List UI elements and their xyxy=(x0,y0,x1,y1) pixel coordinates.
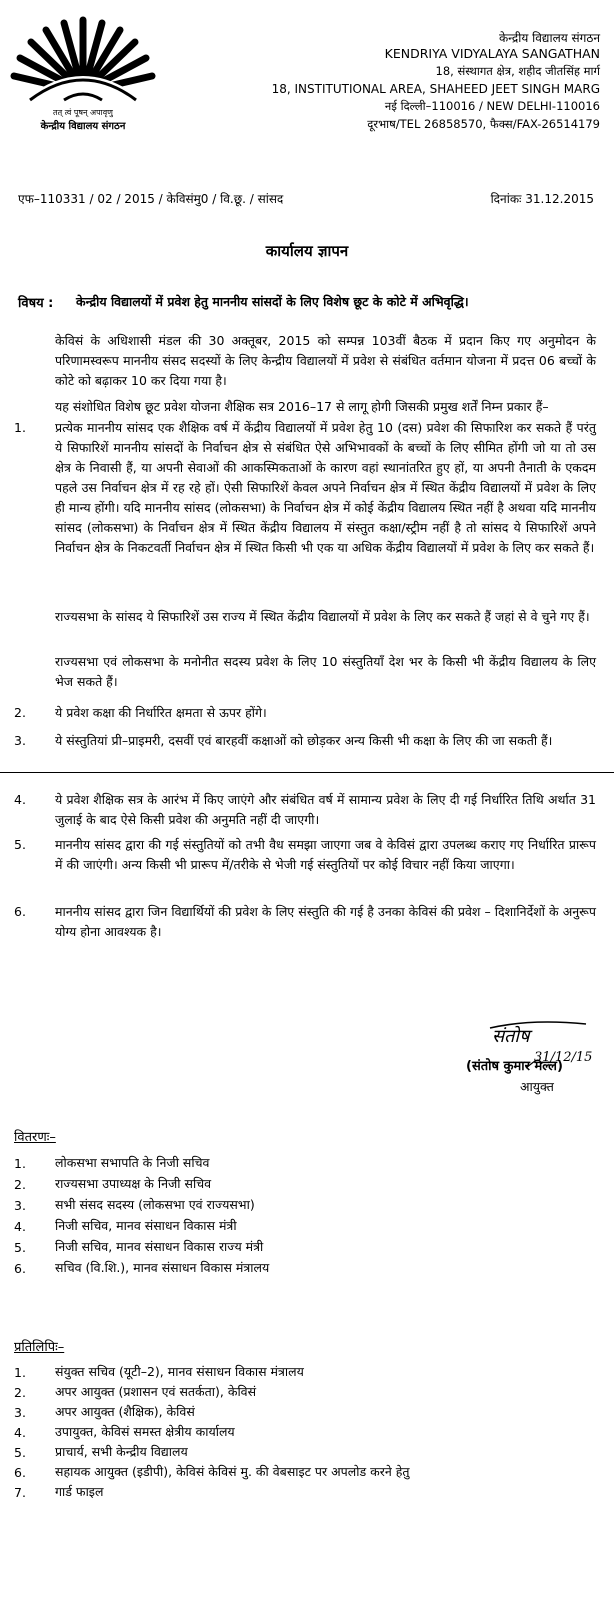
list-item-number: 2. xyxy=(14,1385,26,1400)
signatory-name: (संतोष कुमार मल्ल) xyxy=(466,1059,563,1074)
condition-text: माननीय सांसद द्वारा की गई संस्तुतियों को तभी वैध समझा जाएगा जब वे केविसं द्वारा उपलब्ध कराए गए निर्धारित प्रारूप में की जाएंगी। अन्य किसी भी प्रारूप में/तरीके से भेजी गई संस्तुतियों पर कोई विचार नहीं किया जाएगा। xyxy=(55,837,596,872)
list-item-text: राज्यसभा उपाध्यक्ष के निजी सचिव xyxy=(55,1176,212,1191)
condition-text: माननीय सांसद द्वारा जिन विद्यार्थियों की प्रवेश के लिए संस्तुति की गई है उनका केविसं की प्रवेश – दिशानिर्देशों के अनुरूप योग्य होना आवश्यक है। xyxy=(55,904,596,939)
signatory-designation: आयुक्त xyxy=(520,1079,554,1094)
condition-text: ये संस्तुतियां प्री–प्राइमरी, दसवीं एवं बारहवीं कक्षाओं को छोड़कर अन्य किसी भी कक्षा के लिए की जा सकती हैं। xyxy=(55,733,553,748)
list-item-text: निजी सचिव, मानव संसाधन विकास मंत्री xyxy=(55,1218,237,1233)
list-item xyxy=(14,1362,604,1382)
kvs-logo-emblem-icon xyxy=(8,14,158,104)
list-item-text: सहायक आयुक्त (इडीपी), केविसं केविसं मु. की वेबसाइट पर अपलोड करने हेतु xyxy=(55,1464,410,1479)
condition-text: राज्यसभा के सांसद ये सिफारिशें उस राज्य में स्थित केंद्रीय विद्यालयों में प्रवेश के लिए कर सकते हैं जहां से वे चुने गए हैं। xyxy=(55,609,590,624)
list-item xyxy=(14,1462,604,1482)
subject-text: केन्द्रीय विद्यालयों में प्रवेश हेतु माननीय सांसदों के लिए विशेष छूट के कोटे में अभिवृद्धि। xyxy=(76,294,469,309)
list-item-text: निजी सचिव, मानव संसाधन विकास राज्य मंत्री xyxy=(55,1239,264,1254)
list-item xyxy=(14,1442,604,1462)
letterhead-org-english: KENDRIYA VIDYALAYA SANGATHAN xyxy=(384,46,600,61)
list-item-number: 6. xyxy=(14,1261,26,1276)
page-title: कार्यालय ज्ञापन xyxy=(265,242,349,260)
memo-date: दिनांकः 31.12.2015 xyxy=(490,192,594,206)
letterhead-phone-fax: दूरभाष/TEL 26858570, फैक्स/FAX-26514179 xyxy=(367,117,600,131)
intro-paragraph: यह संशोधित विशेष छूट प्रवेश योजना शैक्षिक सत्र 2016–17 से लागू होगी जिसकी प्रमुख शर्तें निम्न प्रकार हैं– xyxy=(55,399,549,414)
list-item xyxy=(14,1216,604,1237)
list-item xyxy=(14,1422,604,1442)
list-item-text: संयुक्त सचिव (यूटी–2), मानव संसाधन विकास मंत्रालय xyxy=(55,1364,304,1379)
distribution-list xyxy=(14,1153,604,1279)
list-item-text: प्राचार्य, सभी केन्द्रीय विद्यालय xyxy=(55,1444,188,1459)
list-item-number: 7. xyxy=(14,1485,26,1500)
condition-text: प्रत्येक माननीय सांसद एक शैक्षिक वर्ष में केंद्रीय विद्यालयों में प्रवेश हेतु 10 (दस) प्रवेश की सिफारिश कर सकते हैं परंतु ये सिफारिशें माननीय सांसदों के निर्वाचन क्षेत्र से संबंधित ऐसे अभिभावकों के बच्चों के लिए सीमित होंगी जो या तो उस क्षेत्र के निवासी हैं, या अपनी सेवाओं की आकस्मिकताओं के कारण वहां स्थानांतरित हुए हों, या अपनी तैनाती के एकदम पहले उस निर्वाचन क्षेत्र में रह रहे हों। ऐसी सिफारिशें केवल अपने निर्वाचन क्षेत्र में स्थित केंद्रीय विद्यालयों में प्रवेश के लिए ही मान्य होंगी। यदि माननीय सांसद (लोकसभा) के निर्वाचन क्षेत्र में कोई केंद्रीय विद्यालय स्थित नहीं है अथवा यदि माननीय सांसद (लोकसभा) के निर्वाचन क्षेत्र में स्थित केंद्रीय विद्यालय में संस्तुत कक्षा/स्ट्रीम नहीं है तो सांसद ये सिफारिशें अपने निर्वाचन क्षेत्र के निकटवर्ती निर्वाचन क्षेत्र में स्थित किसी भी एक या अधिक केंद्रीय विद्यालयों में प्रवेश के लिए कर सकते हैं। xyxy=(55,420,596,555)
letterhead-address-english: 18, INSTITUTIONAL AREA, SHAHEED JEET SINGH MARG xyxy=(271,82,600,96)
signature-handwritten-date: 31/12/15 xyxy=(534,1050,593,1065)
condition-number: 6. xyxy=(14,904,26,919)
page-break-divider xyxy=(0,772,614,773)
letterhead-address-hindi: 18, संस्थागत क्षेत्र, शहीद जीतसिंह मार्ग xyxy=(435,64,600,78)
condition-text: राज्यसभा एवं लोकसभा के मनोनीत सदस्य प्रवेश के लिए 10 संस्तुतियाँ देश भर के किसी भी केंद्रीय विद्यालय के लिए भेज सकते हैं। xyxy=(55,654,596,689)
copy-to-heading: प्रतिलिपिः– xyxy=(14,1340,65,1355)
list-item xyxy=(14,1195,604,1216)
logo-org-name: केन्द्रीय विद्यालय संगठन xyxy=(40,121,126,132)
intro-paragraph: केविसं के अधिशासी मंडल की 30 अक्तूबर, 2015 को सम्पन्न 103वीं बैठक में प्रदान किए गए अनुमोदन के परिणामस्वरूप माननीय संसद सदस्यों के लिए केन्द्रीय विद्यालयों में प्रवेश से संबंधित वर्तमान योजना में प्रदत्त 06 बच्चों के कोटे को बढ़ाकर 10 कर दिया गया है। xyxy=(55,333,596,388)
file-number: एफ–110331 / 02 / 2015 / केविसंमु0 / वि.छू. / सांसद xyxy=(18,192,284,206)
condition-number: 2. xyxy=(14,705,26,720)
list-item-text: अपर आयुक्त (प्रशासन एवं सतर्कता), केविसं xyxy=(55,1384,257,1399)
list-item-number: 1. xyxy=(14,1365,26,1380)
list-item xyxy=(14,1482,604,1502)
condition-text: ये प्रवेश शैक्षिक सत्र के आरंभ में किए जाएंगे और संबंधित वर्ष में सामान्य प्रवेश के लिए दी गई निर्धारित तिथि अर्थात 31 जुलाई के बाद ऐसे किसी प्रवेश की अनुमति नहीं दी जाएगी। xyxy=(55,792,596,827)
list-item-number: 2. xyxy=(14,1177,26,1192)
list-item-number: 5. xyxy=(14,1240,26,1255)
list-item xyxy=(14,1382,604,1402)
list-item xyxy=(14,1153,604,1174)
list-item-number: 1. xyxy=(14,1156,26,1171)
list-item xyxy=(14,1402,604,1422)
signature-handwritten-name: संतोष xyxy=(492,1026,530,1047)
list-item-number: 5. xyxy=(14,1445,26,1460)
list-item xyxy=(14,1174,604,1195)
list-item-text: लोकसभा सभापति के निजी सचिव xyxy=(55,1155,210,1170)
condition-text: ये प्रवेश कक्षा की निर्धारित क्षमता से ऊपर होंगे। xyxy=(55,705,267,720)
list-item-number: 4. xyxy=(14,1425,26,1440)
list-item-text: अपर आयुक्त (शैक्षिक), केविसं xyxy=(55,1404,195,1419)
list-item-text: सचिव (वि.शि.), मानव संसाधन विकास मंत्रालय xyxy=(55,1260,270,1275)
copy-to-list xyxy=(14,1362,604,1502)
kvs-logo xyxy=(8,14,158,132)
list-item-number: 6. xyxy=(14,1465,26,1480)
list-item-number: 3. xyxy=(14,1198,26,1213)
letterhead-city: नई दिल्ली–110016 / NEW DELHI-110016 xyxy=(384,99,600,113)
list-item-text: उपायुक्त, केविसं समस्त क्षेत्रीय कार्यालय xyxy=(55,1424,235,1439)
list-item xyxy=(14,1258,604,1279)
list-item-text: गार्ड फाइल xyxy=(55,1484,104,1499)
subject-label: विषय : xyxy=(18,296,54,311)
condition-number: 4. xyxy=(14,792,26,807)
logo-motto: तत् त्वं पूषन् अपावृणु xyxy=(53,108,113,117)
list-item-number: 3. xyxy=(14,1405,26,1420)
list-item-text: सभी संसद सदस्य (लोकसभा एवं राज्यसभा) xyxy=(55,1197,255,1212)
condition-number: 5. xyxy=(14,837,26,852)
letterhead-org-hindi: केन्द्रीय विद्यालय संगठन xyxy=(498,31,600,45)
list-item-number: 4. xyxy=(14,1219,26,1234)
list-item xyxy=(14,1237,604,1258)
condition-number: 3. xyxy=(14,733,26,748)
distribution-heading: वितरणः– xyxy=(14,1130,56,1145)
condition-number: 1. xyxy=(14,420,26,435)
